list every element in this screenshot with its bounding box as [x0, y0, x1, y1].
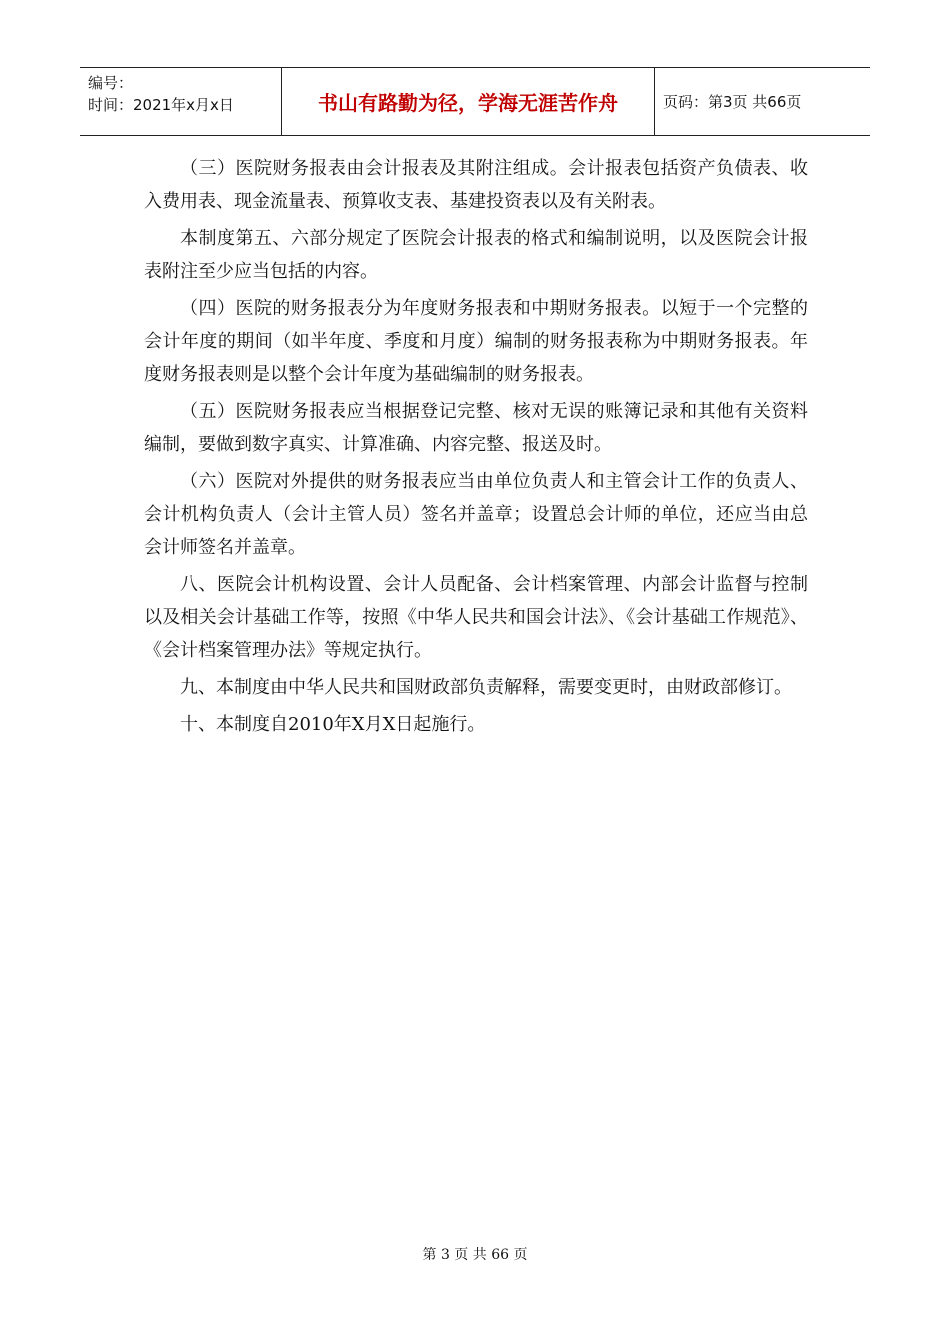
header-motto: 书山有路勤为径，学海无涯苦作舟 [282, 68, 655, 135]
document-body [144, 152, 808, 745]
page-header [80, 67, 870, 136]
paragraph: 八、医院会计机构设置、会计人员配备、会计档案管理、内部会计监督与控制以及相关会计基础工作等，按照《中华人民共和国会计法》、《会计基础工作规范》、《会计档案管理办法》等规定执行。 [144, 574, 808, 661]
paragraph: （六）医院对外提供的财务报表应当由单位负责人和主管会计工作的负责人、会计机构负责人（会计主管人员）签名并盖章；设置总会计师的单位，还应当由总会计师签名并盖章。 [144, 471, 808, 558]
header-page-info: 页码：第3页 共66页 [663, 93, 802, 111]
paragraph: 九、本制度由中华人民共和国财政部负责解释，需要变更时，由财政部修订。 [180, 677, 792, 698]
document-number-label: 编号： [88, 74, 134, 92]
paragraph: 本制度第五、六部分规定了医院会计报表的格式和编制说明，以及医院会计报表附注至少应当包括的内容。 [144, 228, 808, 282]
paragraph: （五）医院财务报表应当根据登记完整、核对无误的账簿记录和其他有关资料编制，要做到数字真实、计算准确、内容完整、报送及时。 [144, 401, 808, 455]
page-footer: 第 3 页 共 66 页 [422, 1247, 528, 1263]
header-meta [80, 68, 282, 135]
paragraph: （三）医院财务报表由会计报表及其附注组成。会计报表包括资产负债表、收入费用表、现金流量表、预算收支表、基建投资表以及有关附表。 [144, 158, 808, 212]
document-date: 时间：2021年x月x日 [88, 96, 234, 114]
paragraph: （四）医院的财务报表分为年度财务报表和中期财务报表。以短于一个完整的会计年度的期间（如半年度、季度和月度）编制的财务报表称为中期财务报表。年度财务报表则是以整个会计年度为基础编制的财务报表。 [144, 298, 808, 385]
paragraph: 十、本制度自2010年X月X日起施行。 [180, 714, 486, 735]
